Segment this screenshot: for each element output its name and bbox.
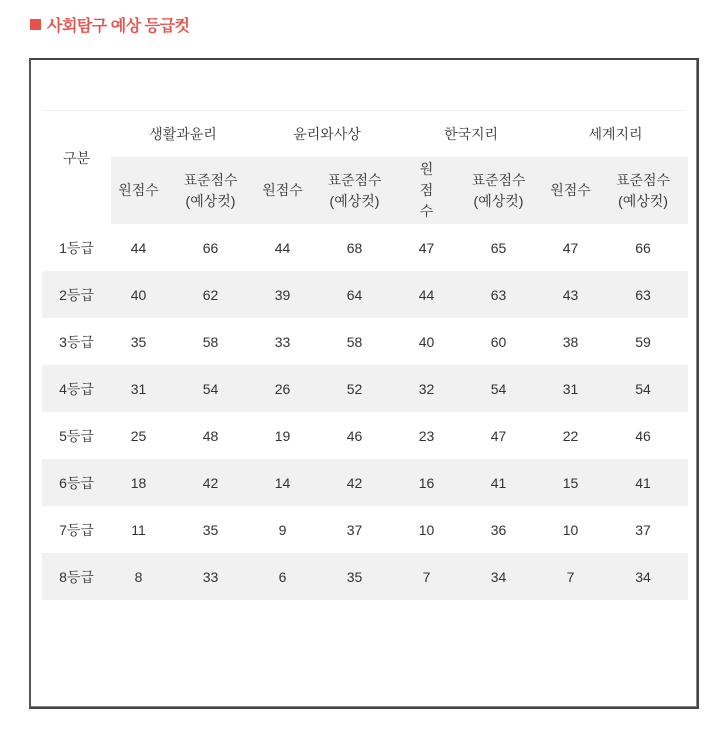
raw-score-cell: 35 xyxy=(130,333,147,350)
raw-score-cell: 47 xyxy=(418,239,435,256)
standard-score-cell: 42 xyxy=(310,459,399,506)
standard-score-cell: 62 xyxy=(166,271,255,318)
standard-score-cell: 68 xyxy=(346,239,363,256)
raw-score-cell: 44 xyxy=(130,239,147,256)
raw-score-cell: 32 xyxy=(399,365,454,412)
standard-score-cell: 54 xyxy=(598,365,688,412)
grade-cell: 7등급 xyxy=(59,521,94,538)
raw-score-header: 원점수 xyxy=(111,157,166,224)
standard-score-cell: 35 xyxy=(310,553,399,600)
raw-score-cell: 19 xyxy=(274,427,291,444)
raw-score-cell: 40 xyxy=(111,271,166,318)
raw-score-cell: 31 xyxy=(111,365,166,412)
raw-score-cell: 43 xyxy=(543,271,598,318)
standard-score-cell: 46 xyxy=(346,427,363,444)
grade-cell: 2등급 xyxy=(42,271,111,318)
raw-score-cell: 47 xyxy=(562,239,579,256)
raw-score-cell: 7 xyxy=(543,553,598,600)
standard-score-cell: 42 xyxy=(166,459,255,506)
raw-score-cell: 14 xyxy=(255,459,310,506)
grade-cell: 8등급 xyxy=(42,553,111,600)
standard-score-header: 표준점수(예상컷) xyxy=(598,157,688,224)
table-row xyxy=(42,412,688,459)
raw-score-cell: 40 xyxy=(418,333,435,350)
standard-score-cell: 36 xyxy=(490,521,507,538)
standard-score-cell: 34 xyxy=(454,553,543,600)
standard-score-cell: 47 xyxy=(490,427,507,444)
raw-score-cell: 10 xyxy=(562,521,579,538)
standard-score-cell: 48 xyxy=(202,427,219,444)
grade-cell: 4등급 xyxy=(42,365,111,412)
standard-score-cell: 41 xyxy=(454,459,543,506)
subject-header: 생활과윤리 xyxy=(149,126,217,142)
standard-score-cell: 60 xyxy=(490,333,507,350)
grade-cut-table xyxy=(42,111,688,600)
raw-score-cell: 16 xyxy=(399,459,454,506)
standard-score-header: 표준점수(예상컷) xyxy=(310,157,399,224)
standard-score-header: 표준점수(예상컷) xyxy=(454,157,543,224)
subject-header: 윤리와사상 xyxy=(293,126,361,142)
table-row xyxy=(42,271,688,318)
standard-score-cell: 66 xyxy=(635,239,651,256)
standard-score-cell: 37 xyxy=(346,521,363,538)
page-title xyxy=(30,13,190,36)
raw-score-header: 원점수 xyxy=(543,157,598,224)
grade-cell: 3등급 xyxy=(59,333,94,350)
standard-score-cell: 58 xyxy=(346,333,363,350)
raw-score-cell: 25 xyxy=(130,427,147,444)
raw-score-cell: 39 xyxy=(255,271,310,318)
raw-score-header: 원점수 xyxy=(255,157,310,224)
raw-score-cell: 6 xyxy=(255,553,310,600)
standard-score-cell: 54 xyxy=(454,365,543,412)
raw-score-header: 원점수 xyxy=(399,157,454,224)
subject-header: 세계지리 xyxy=(588,126,643,142)
page-title-text: 사회탐구 예상 등급컷 xyxy=(47,18,190,35)
raw-score-cell: 22 xyxy=(562,427,579,444)
standard-score-header: 표준점수(예상컷) xyxy=(166,157,255,224)
standard-score-cell: 58 xyxy=(202,333,219,350)
table-row xyxy=(42,224,688,271)
raw-score-cell: 44 xyxy=(274,239,291,256)
standard-score-cell: 54 xyxy=(166,365,255,412)
standard-score-cell: 46 xyxy=(635,427,651,444)
raw-score-cell: 8 xyxy=(111,553,166,600)
raw-score-cell: 44 xyxy=(399,271,454,318)
grade-cell: 6등급 xyxy=(42,459,111,506)
raw-score-cell: 26 xyxy=(255,365,310,412)
standard-score-cell: 63 xyxy=(454,271,543,318)
standard-score-cell: 52 xyxy=(310,365,399,412)
raw-score-cell: 33 xyxy=(274,333,291,350)
table-row xyxy=(42,459,688,506)
standard-score-cell: 37 xyxy=(635,521,651,538)
raw-score-cell: 15 xyxy=(543,459,598,506)
table-row xyxy=(42,506,688,553)
standard-score-cell: 64 xyxy=(310,271,399,318)
table-row xyxy=(42,553,688,600)
raw-score-cell: 11 xyxy=(131,521,146,538)
square-bullet-icon xyxy=(30,19,41,30)
standard-score-cell: 63 xyxy=(598,271,688,318)
standard-score-cell: 65 xyxy=(490,239,507,256)
subject-header: 한국지리 xyxy=(443,126,499,142)
raw-score-cell: 7 xyxy=(399,553,454,600)
standard-score-cell: 66 xyxy=(202,239,219,256)
table-row xyxy=(42,318,688,365)
standard-score-cell: 34 xyxy=(598,553,688,600)
raw-score-cell: 9 xyxy=(278,521,287,538)
grade-cell: 1등급 xyxy=(59,239,94,256)
raw-score-cell: 31 xyxy=(543,365,598,412)
grade-cut-table-frame xyxy=(29,58,699,709)
standard-score-cell: 59 xyxy=(635,333,651,350)
table-row xyxy=(42,365,688,412)
raw-score-cell: 23 xyxy=(418,427,435,444)
raw-score-cell: 10 xyxy=(418,521,435,538)
standard-score-cell: 33 xyxy=(166,553,255,600)
raw-score-cell: 18 xyxy=(111,459,166,506)
row-header-label: 구분 xyxy=(62,149,91,166)
standard-score-cell: 41 xyxy=(598,459,688,506)
grade-cell: 5등급 xyxy=(59,427,94,444)
standard-score-cell: 35 xyxy=(202,521,219,538)
raw-score-cell: 38 xyxy=(562,333,579,350)
